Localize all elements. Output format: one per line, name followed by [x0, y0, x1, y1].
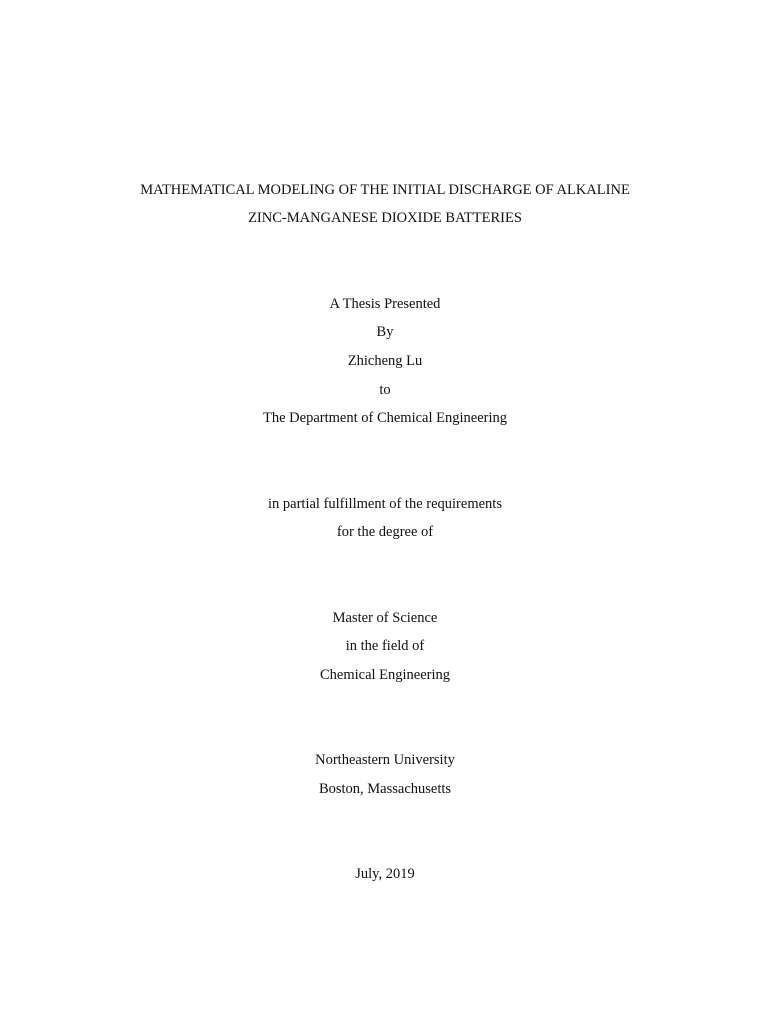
university-location: Boston, Massachusetts: [318, 781, 452, 797]
author-name: Zhicheng Lu: [347, 353, 423, 369]
submission-date: July, 2019: [355, 866, 415, 882]
field-name: Chemical Engineering: [319, 667, 451, 683]
degree-name: Master of Science: [332, 610, 438, 626]
thesis-title-line-1: MATHEMATICAL MODELING OF THE INITIAL DISCHARGE OF ALKALINE: [140, 182, 630, 198]
thesis-presented-text: A Thesis Presented: [329, 296, 441, 312]
degree-intro-text: for the degree of: [336, 524, 434, 540]
university-name: Northeastern University: [315, 752, 455, 768]
field-intro-text: in the field of: [345, 638, 425, 654]
fulfillment-text: in partial fulfillment of the requirements: [268, 496, 502, 512]
department-name: The Department of Chemical Engineering: [263, 410, 507, 426]
to-text: to: [379, 382, 391, 398]
thesis-title-line-2: ZINC-MANGANESE DIOXIDE BATTERIES: [248, 210, 522, 226]
by-text: By: [376, 324, 394, 340]
